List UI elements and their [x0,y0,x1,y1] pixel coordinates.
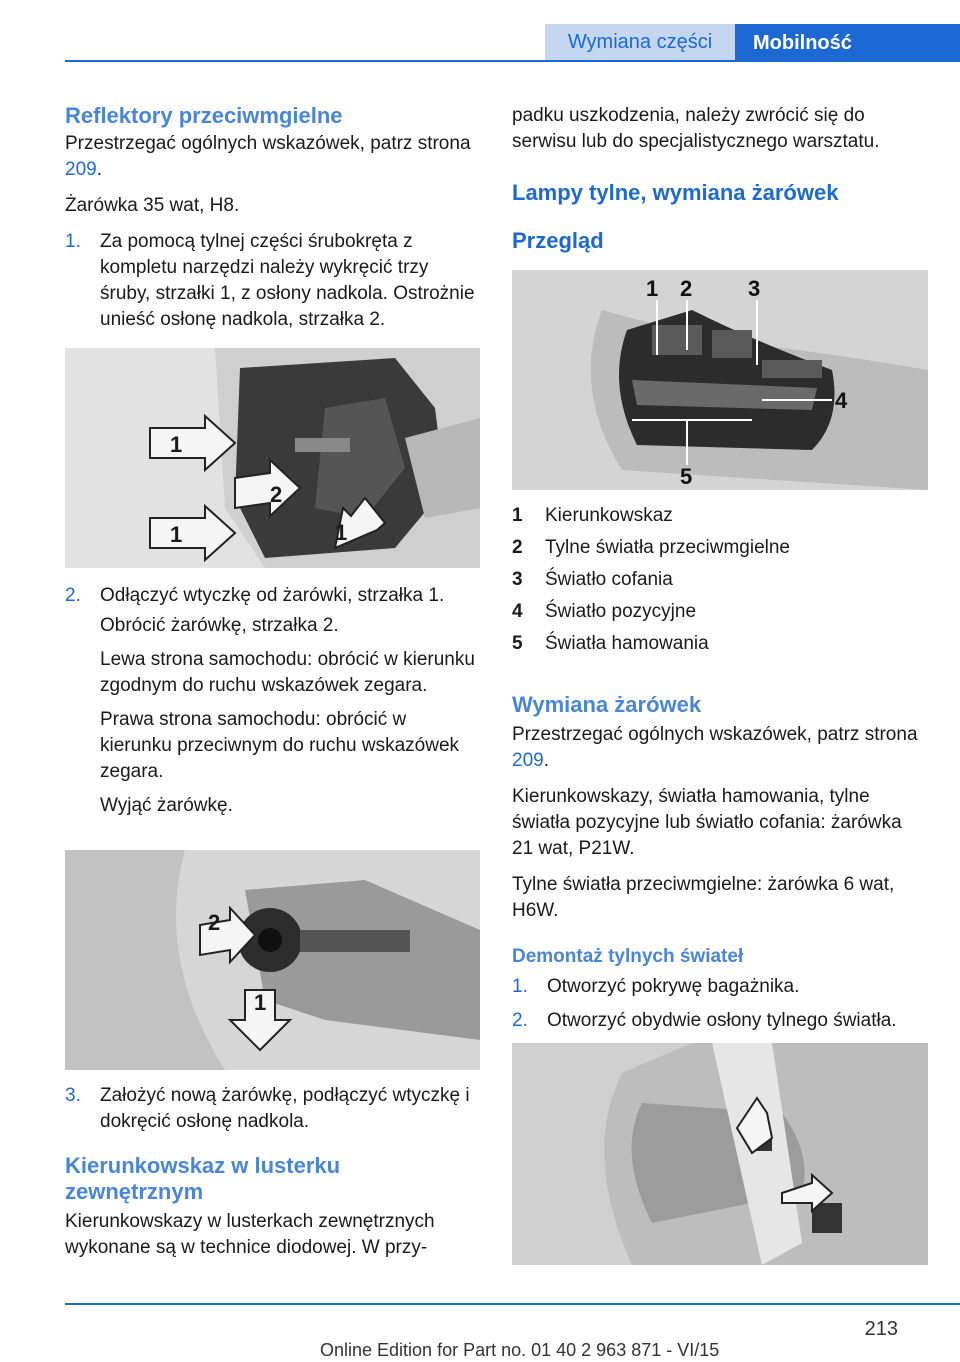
mirror-indicator-text: Kierunkowskazy w lusterkach zewnętrznych wykonane są w technice diodowej. W przy- [65,1211,435,1258]
left-column-steps [65,583,483,827]
step-text: Założyć nową żarówkę, podłączyć wtyczkę i dokręcić osłonę nadkola. [100,1085,470,1132]
removal-heading: Demontaż tylnych świateł [512,946,744,967]
step-2 [65,583,483,609]
legend-number: 5 [512,633,523,654]
legend-number: 1 [512,505,523,526]
fig2-label-2: 2 [208,910,221,935]
fog-lights-reference [65,131,483,183]
tail-lights-heading: Lampy tylne, wymiana żarówek [512,180,839,205]
fig3-label-1: 1 [646,276,659,301]
bulb-spec-main: Kierunkowskazy, światła hamowania, tylne światła pozycyjne lub światło cofania: żarówka 21 wat, P21W. [512,786,902,859]
page-link-209[interactable]: 209 [512,750,544,771]
reference-text: Przestrzegać ogólnych wskazówek, patrz strona [65,133,471,154]
removal-step-1 [512,974,928,1000]
fig1-label-1c: 1 [335,520,348,545]
bulb-replacement-section [512,692,928,1042]
legend-item [512,535,928,561]
legend-item [512,567,928,593]
step-number: 1. [65,231,81,252]
fog-bulb-spec: Żarówka 35 wat, H8. [65,195,240,216]
header-rule [65,60,960,62]
legend-label: Światło pozycyjne [545,601,697,622]
legend-number: 2 [512,537,523,558]
footer-edition: Online Edition for Part no. 01 40 2 963 871 - VI/15 [320,1340,720,1360]
step-3 [65,1083,483,1135]
legend-item [512,503,928,529]
fig3-label-5: 5 [680,464,693,489]
legend-number: 4 [512,601,523,622]
fig1-label-1a: 1 [170,432,183,457]
step-number: 2. [512,1010,528,1031]
mirror-indicator-continued: padku uszkodzenia, należy zwrócić się do serwisu lub do specjalistycznego warsztatu. [512,105,880,152]
page-link-209[interactable]: 209 [65,159,97,180]
bulb-replacement-heading: Wymiana żarówek [512,692,702,717]
step-number: 1. [512,976,528,997]
step-text: Otworzyć pokrywę bagażnika. [547,976,800,997]
reference-text: Przestrzegać ogólnych wskazówek, patrz strona [512,724,918,745]
right-column [512,103,928,255]
left-column [65,103,483,341]
legend-label: Tylne światła przeciwmgielne [545,537,790,558]
footer-rule [65,1303,960,1305]
legend-label: Światło cofania [545,569,673,590]
reference-period: . [543,750,549,771]
overview-heading: Przegląd [512,228,604,253]
bulb-replacement-reference [512,722,928,774]
figure-wheel-arch-liner [65,348,480,568]
step-number: 3. [65,1085,81,1106]
tail-light-legend [512,503,928,663]
fog-lights-heading: Reflektory przeciwmgielne [65,103,343,128]
mirror-indicator-heading: Kierunkowskaz w lusterku zewnętrznym [65,1153,341,1204]
figure-bulb-socket [65,850,480,1070]
step-2-right-side: Prawa strona samochodu: obrócić w kierunku przeciwnym do ruchu wskazówek zegara. [100,709,460,782]
bulb-spec-fog: Tylne światła przeciwmgielne: żarówka 6 wat, H6W. [512,874,895,921]
step-number: 2. [65,585,81,606]
legend-number: 3 [512,569,523,590]
fig1-label-1b: 1 [170,522,183,547]
legend-item [512,599,928,625]
left-column-end [65,1083,483,1271]
header-chapter-tab[interactable]: Mobilność [735,24,960,62]
removal-step-2 [512,1008,928,1034]
fig1-label-2: 2 [270,482,283,507]
figure-tail-light-overview [512,270,928,490]
step-text: Za pomocą tylnej części śrubokręta z kompletu narzędzi należy wykręcić trzy śruby, strzałki 1, z osłony nadkola. Ostrożnie unieść osłonę nadkola, strzałka 2. [100,231,475,330]
header-section-tab[interactable]: Wymiana części [545,24,735,60]
step-text: Odłączyć wtyczkę od żarówki, strzałka 1. [100,585,445,606]
fig3-label-3: 3 [748,276,761,301]
step-text: Otworzyć obydwie osłony tylnego światła. [547,1010,897,1031]
fig3-label-4: 4 [835,388,848,413]
legend-item [512,631,928,657]
step-2-rotate: Obrócić żarówkę, strzałka 2. [100,615,339,636]
step-2-left-side: Lewa strona samochodu: obrócić w kierunku zgodnym do ruchu wskazówek zegara. [100,649,475,696]
reference-period: . [96,159,102,180]
fig2-label-1: 1 [254,990,267,1015]
step-1 [65,229,483,333]
legend-label: Kierunkowskaz [545,505,673,526]
page-number: 213 [864,1318,898,1340]
figure-trunk-light-covers [512,1043,928,1265]
fig3-label-2: 2 [680,276,693,301]
step-2-remove: Wyjąć żarówkę. [100,795,233,816]
legend-label: Światła hamowania [545,633,709,654]
